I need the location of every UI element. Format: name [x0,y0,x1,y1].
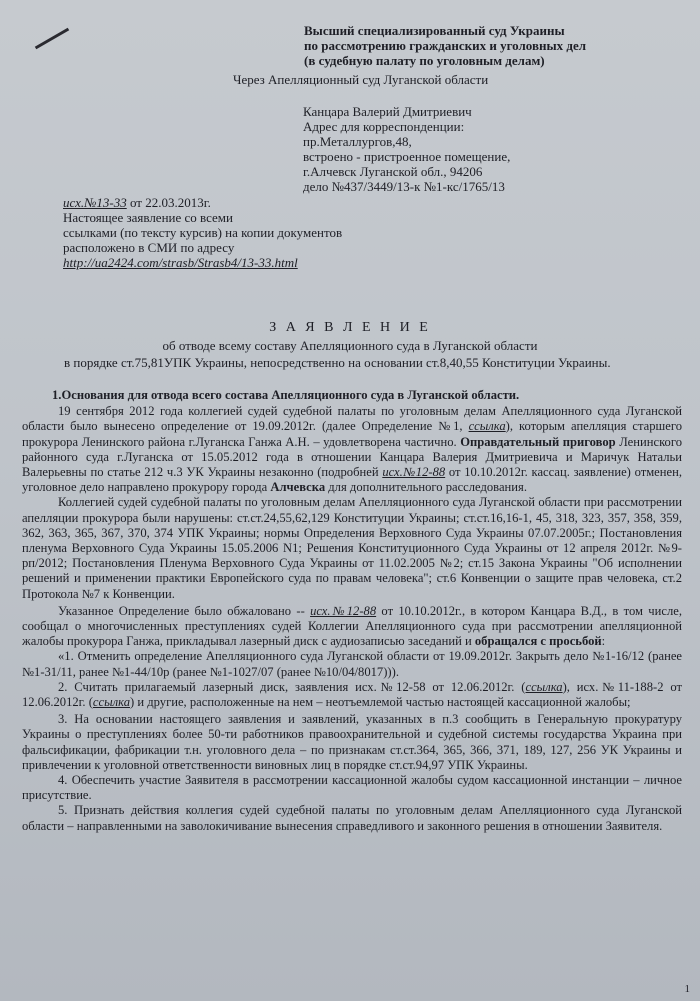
address-city: г.Алчевск Луганской обл., 94206 [303,164,483,179]
court-line: по рассмотрению гражданских и уголовных дел [304,38,587,53]
link-ref-12-88[interactable]: исх.№12-88 [382,465,446,480]
link-ref-12-88[interactable]: исх.№12-88 [310,603,377,618]
reference-date: от 22.03.2013г. [129,195,211,210]
link-ssylka[interactable]: ссылка [468,419,506,434]
pen-mark [35,28,69,50]
case-number: дело №437/3449/13-к №1-кс/1765/13 [303,179,505,194]
court-line: (в судебную палату по уголовным делам) [304,53,545,68]
address-premises: встроено - пристроенное помещение, [303,149,511,164]
address-label: Адрес для корреспонденции: [303,119,465,134]
paragraph-3: Указанное Определение было обжаловано -- исх.№12-88 от 10.10.2012г., в котором Канцара В.Д., в том числе, сообщал о многочисленных преступлениях судей Коллегии Апелляционного суда при рассмотрении апелляционной жалобы прокурора Ганжа, прикладывал лазерный диск с аудиозаписью заседаний и обращался с просьбой: [22,603,682,649]
page-number: 1 [684,983,690,995]
reference-number-line [63,195,342,210]
document-subtitle: об отводе всему составу Апелляционного суда в Луганской области [162,338,538,353]
request-item-3: 3. На основании настоящего заявления и заявлений, указанных в п.3 сообщить в Генеральную прокуратуру Украины о преступлениях более 50-ти работников правоохранительной и судебной системы государства Украина при фальсификации, фабрикации т.н. уголовного дела – по признакам ст.ст.364, 365, 366, 371, 189, 127, 256 УК Украины и привлечении к уголовной ответственности виновных лиц в порядке ст.ст.94,97 УПК Украины. [22,712,682,772]
paragraph-1: 19 сентября 2012 года коллегией судей судебной палаты по уголовным делам Апелляционного суда Луганской области было вынесено определение от 19.09.2012г. (далее Определение №1, ссылка), которым апелляция старшего прокурора Ленинского района г.Луганска Ганжа А.Н. – удовлетворена частично. Оправдательный приговор Ленинского районного суда г.Луганска от 15.05.2012 года в отношении Канцара Валерия Дмитриевича и Маричук Натальи Валерьевны по статье 212 ч.3 УК Украины незаконно (подробней исх.№12-88 от 10.10.2012г. кассац. заявление) отменен, уголовное дело направлено прокурору города Алчевска для дополнительного расследования. [22,404,682,495]
document-title: З А Я В Л Е Н И Е [269,320,431,335]
applicant-block [303,104,510,194]
court-line: Высший специализированный суд Украины [304,23,565,38]
request-item-5: 5. Признать действия коллегия судей судебной палаты по уголовным делам Апелляционного суда Луганской области – направленными на заволокичивание вынесения справедливого и законного решения в отношении Заявителя. [22,803,682,833]
link-ssylka[interactable]: ссылка [92,695,130,710]
reference-url[interactable]: http://ua2424.com/strasb/Strasb4/13-33.html [63,255,298,270]
via-court: Через Апелляционный суд Луганской области [233,72,489,87]
paragraph-2: Коллегией судей судебной палаты по уголовным делам Апелляционного суда Луганской области при рассмотрении апелляции прокурора были нарушены: ст.ст.24,55,62,129 Конституции Украины; ст.ст.16,16-1, 45, 318, 323, 357, 358, 359, 362, 363, 365, 367, 370, 374 УПК Украины; нормы Определения Верховного Суда Украины 07.07.2005г.; Постановления пленума Верховного Суда Украины 15.05.2006 N1; Решения Конституционного Суда Украины от 12 апреля 2012г. №9-рп/2012; Постановления Пленума Верховного Суда Украины от 11.02.2005 №2; ст.15 Закона Украины "Об исполнении решений и применении практики Европейского суда по правам человека"; ст.6 Конвенции о защите прав человека, ст.2 Протокола №7 к Конвенции. [22,495,682,601]
reference-line: расположено в СМИ по адресу [63,240,235,255]
request-item-1: «1. Отменить определение Апелляционного суда Луганской области от 19.09.2012г. Закрыть дело №1-16/12 (ранее №1-31/11, ранее №1-44/10р (ранее №1-1027/07 (ранее №10/04/8017))). [22,649,682,679]
reference-line: ссылками (по тексту курсив) на копии документов [63,225,343,240]
document-body [22,388,682,834]
court-addressee [304,23,586,68]
reference-block [63,195,342,270]
applicant-name: Канцара Валерий Дмитриевич [303,104,472,119]
address-street: пр.Металлургов,48, [303,134,412,149]
link-ssylka[interactable]: ссылка [525,679,563,694]
reference-number: исх.№13-33 [63,195,127,210]
document-subtitle-legal: в порядке ст.75,81УПК Украины, непосредственно на основании ст.8,40,55 Конституции Украины. [64,355,611,370]
section-heading: 1.Основания для отвода всего состава Апелляционного суда в Луганской области. [52,388,520,402]
request-item-4: 4. Обеспечить участие Заявителя в рассмотрении кассационной жалобы судом кассационной инстанции – личное присутствие. [22,773,682,803]
request-item-2: 2. Считать прилагаемый лазерный диск, заявления исх.№12-58 от 12.06.2012г. (ссылка), исх.№11-188-2 от 12.06.2012г. (ссылка) и другие, расположенные на нем – неотъемлемой частью настоящей кассационной жалобы; [22,679,682,710]
reference-line: Настоящее заявление со всеми [63,210,233,225]
